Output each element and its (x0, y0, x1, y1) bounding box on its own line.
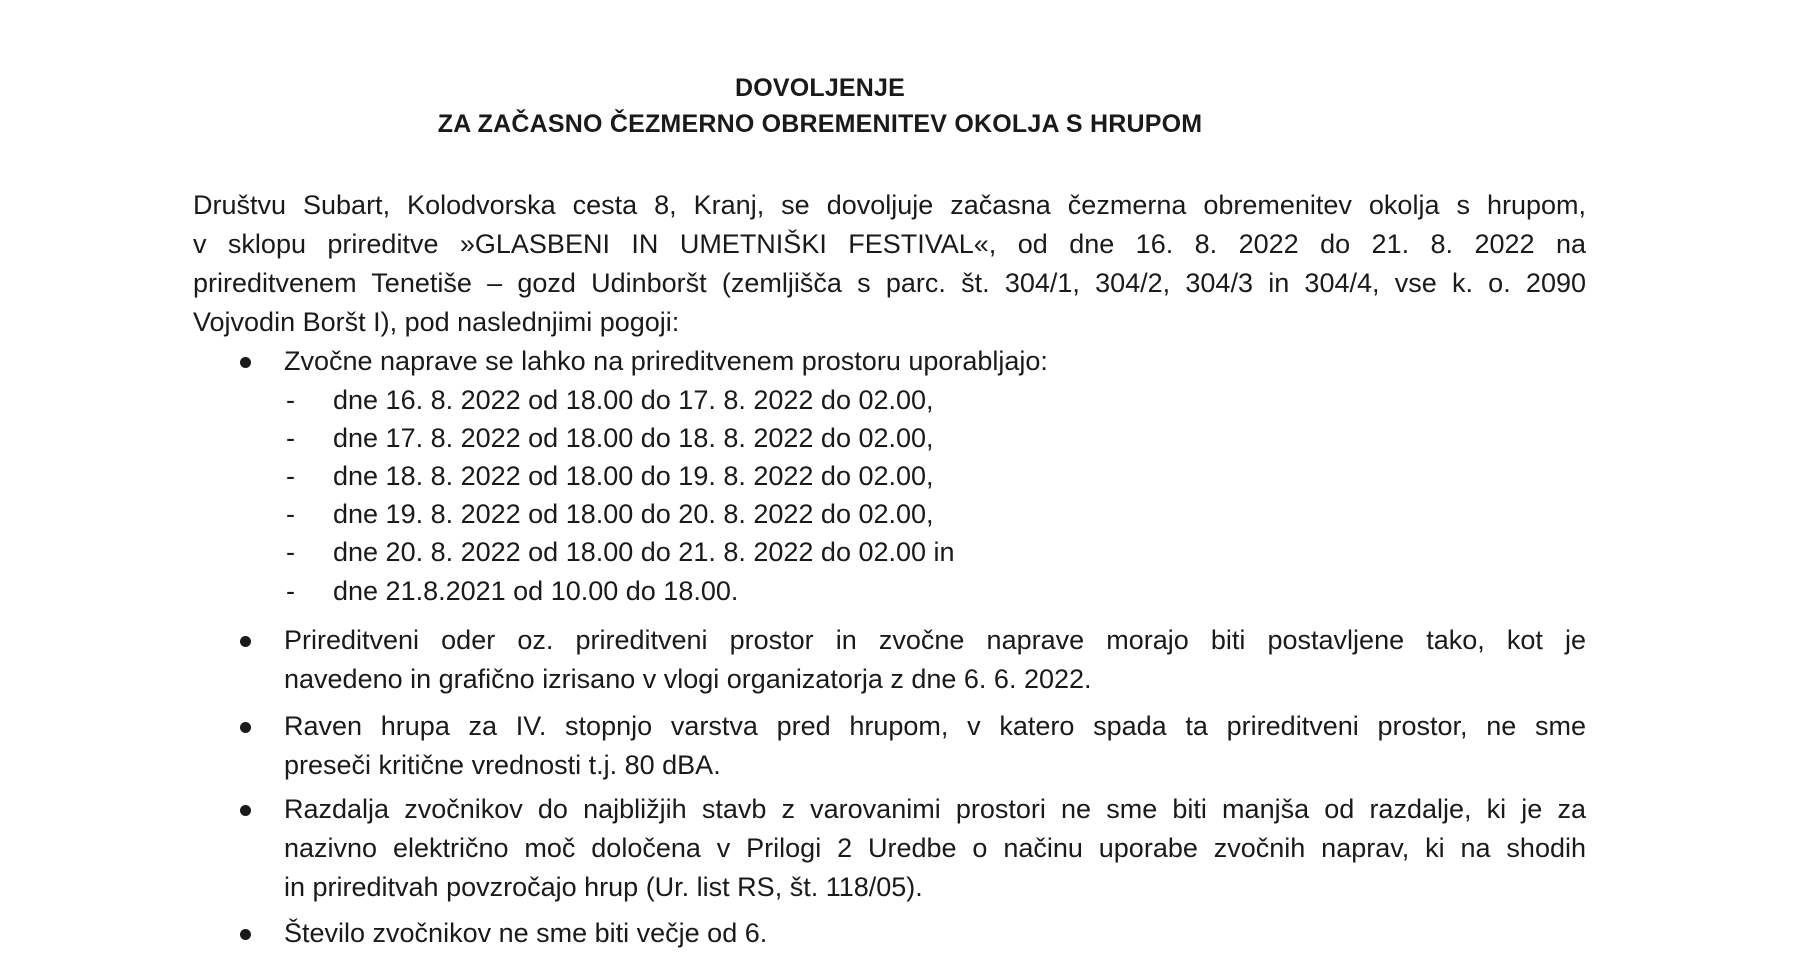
schedule-text: dne 19. 8. 2022 od 18.00 do 20. 8. 2022 do 02.00, (333, 499, 934, 529)
document-title: DOVOLJENJE (734, 74, 906, 102)
dash-icon: - (286, 423, 295, 453)
dash-icon: - (286, 576, 295, 606)
condition-text: navedeno in grafično izrisano v vlogi organizatorja z dne 6. 6. 2022. (284, 664, 1092, 694)
intro-line: v sklopu prireditve »GLASBENI IN UMETNIŠKI FESTIVAL«, od dne 16. 8. 2022 do 21. 8. 2022 na (193, 229, 1586, 259)
document-subtitle: ZA ZAČASNO ČEZMERNO OBREMENITEV OKOLJA S HRUPOM (437, 110, 1203, 138)
bullet-icon (240, 636, 251, 647)
bullet-icon (240, 805, 251, 816)
condition-text: preseči kritične vrednosti t.j. 80 dBA. (284, 750, 721, 780)
dash-icon: - (286, 499, 295, 529)
dash-icon: - (286, 537, 295, 567)
dash-icon: - (286, 385, 295, 415)
intro-line: Društvu Subart, Kolodvorska cesta 8, Kranj, se dovoljuje začasna čezmerna obremenitev okolja s hrupom, (193, 190, 1586, 220)
condition-text: Zvočne naprave se lahko na prireditvenem prostoru uporabljajo: (284, 346, 1048, 376)
bullet-icon (240, 929, 251, 940)
schedule-text: dne 16. 8. 2022 od 18.00 do 17. 8. 2022 do 02.00, (333, 385, 934, 415)
schedule-text: dne 18. 8. 2022 od 18.00 do 19. 8. 2022 do 02.00, (333, 461, 934, 491)
intro-paragraph (193, 186, 1586, 342)
schedule-text: dne 20. 8. 2022 od 18.00 do 21. 8. 2022 do 02.00 in (333, 537, 955, 567)
condition-text: in prireditvah povzročajo hrup (Ur. list RS, št. 118/05). (284, 872, 923, 902)
intro-line: prireditvenem Tenetiše – gozd Udinboršt (zemljišča s parc. št. 304/1, 304/2, 304/3 in 304/4, vse k. o. 2090 (193, 268, 1586, 298)
bullet-icon (240, 722, 251, 733)
schedule-text: dne 21.8.2021 od 10.00 do 18.00. (333, 576, 739, 606)
condition-text: nazivno električno moč določena v Prilogi 2 Uredbe o načinu uporabe zvočnih naprav, ki na shodih (284, 833, 1586, 863)
dash-icon: - (286, 461, 295, 491)
intro-line: Vojvodin Boršt I), pod naslednjimi pogoji: (193, 307, 680, 337)
schedule-text: dne 17. 8. 2022 od 18.00 do 18. 8. 2022 do 02.00, (333, 423, 934, 453)
condition-text: Prireditveni oder oz. prireditveni prostor in zvočne naprave morajo biti postavljene tako, kot je (284, 625, 1586, 655)
bullet-icon (240, 357, 251, 368)
condition-text: Raven hrupa za IV. stopnjo varstva pred hrupom, v katero spada ta prireditveni prostor, ne sme (284, 711, 1586, 741)
condition-text: Razdalja zvočnikov do najbližjih stavb z varovanimi prostori ne sme biti manjša od razdalje, ki je za (284, 794, 1586, 824)
condition-text: Število zvočnikov ne sme biti večje od 6. (284, 918, 768, 948)
